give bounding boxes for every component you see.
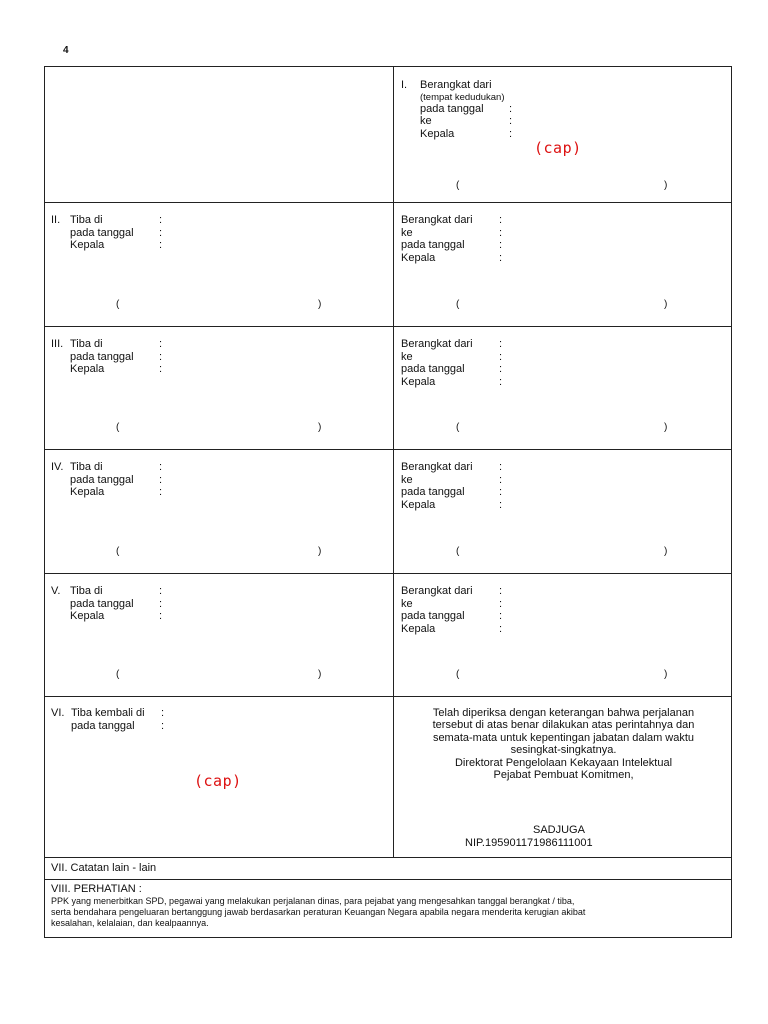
colon: : bbox=[499, 585, 503, 597]
ke-label: ke bbox=[401, 597, 413, 610]
section-numeral: III. bbox=[51, 338, 64, 350]
colon: : bbox=[499, 251, 503, 264]
signature-paren-close: ) bbox=[318, 546, 322, 557]
kepala-label: Kepala bbox=[70, 363, 105, 376]
pada-tanggal-label: pada tanggal bbox=[401, 239, 465, 252]
colon: : bbox=[159, 597, 163, 610]
ke-label: ke bbox=[401, 350, 413, 363]
pada-tanggal-label: pada tanggal bbox=[401, 363, 465, 376]
perhatian-line: serta bendahara pengeluaran bertanggung jawab berdasarkan peraturan Keuangan Negara apabila negara menderita kerugian akibat bbox=[51, 907, 586, 917]
statement-line: Pejabat Pembuat Komitmen, bbox=[493, 769, 634, 782]
colon: : bbox=[499, 461, 503, 473]
colon: : bbox=[499, 363, 503, 376]
colon: : bbox=[159, 239, 163, 252]
signature-paren-open: ( bbox=[116, 669, 120, 680]
kepala-label: Kepala bbox=[420, 127, 455, 140]
statement-line: semata-mata untuk kepentingan jabatan dalam waktu bbox=[432, 731, 695, 744]
divider bbox=[45, 879, 731, 880]
catatan-lain-label: VII. Catatan lain - lain bbox=[51, 862, 157, 874]
tiba-di-label: Tiba di bbox=[70, 214, 103, 226]
section-vi bbox=[51, 707, 164, 732]
colon: : bbox=[159, 214, 163, 226]
signature-paren-open: ( bbox=[116, 422, 120, 433]
signature-paren-close: ) bbox=[664, 299, 668, 310]
perhatian-line: kesalahan, kelalaian, dan kealpaannya. bbox=[51, 918, 209, 928]
kepala-label: Kepala bbox=[401, 498, 436, 511]
pada-tanggal-label: pada tanggal bbox=[70, 226, 134, 239]
berangkat-dari-label: Berangkat dari bbox=[420, 79, 492, 91]
signature-paren-open: ( bbox=[456, 422, 460, 433]
signature-paren-open: ( bbox=[456, 180, 460, 191]
departure-block bbox=[401, 214, 502, 264]
signature-paren-close: ) bbox=[664, 180, 668, 191]
section-i bbox=[401, 79, 512, 140]
berangkat-dari-label: Berangkat dari bbox=[401, 214, 473, 226]
statement-line: sesingkat-singkatnya. bbox=[510, 744, 617, 757]
statement-line: tersebut di atas benar dilakukan atas perintahnya dan bbox=[432, 719, 695, 732]
colon: : bbox=[499, 375, 503, 388]
pada-tanggal-label: pada tanggal bbox=[70, 473, 134, 486]
tiba-di-label: Tiba di bbox=[70, 461, 103, 473]
signer-nip: NIP.195901171986111001 bbox=[465, 837, 593, 849]
kepala-label: Kepala bbox=[401, 622, 436, 635]
cap-stamp-label: (cap) bbox=[194, 772, 242, 790]
colon: : bbox=[499, 226, 503, 239]
ke-label: ke bbox=[401, 473, 413, 486]
signer-name: SADJUGA bbox=[533, 824, 585, 836]
colon: : bbox=[159, 585, 163, 597]
cap-stamp-label: (cap) bbox=[534, 139, 582, 157]
colon: : bbox=[509, 102, 513, 115]
signature-paren-close: ) bbox=[318, 422, 322, 433]
arrival-block bbox=[51, 214, 162, 252]
divider bbox=[45, 857, 731, 858]
statement-line: Telah diperiksa dengan keterangan bahwa perjalanan bbox=[432, 707, 695, 719]
colon: : bbox=[159, 363, 163, 376]
tiba-di-label: Tiba di bbox=[70, 338, 103, 350]
spd-form bbox=[44, 66, 732, 938]
arrival-block bbox=[51, 585, 162, 623]
berangkat-dari-label: Berangkat dari bbox=[401, 585, 473, 597]
page-number: 4 bbox=[63, 45, 69, 56]
perhatian-line: PPK yang menerbitkan SPD, pegawai yang melakukan perjalanan dinas, para pejabat yang mengesahkan tanggal berangkat / tiba, bbox=[51, 896, 575, 906]
colon: : bbox=[499, 610, 503, 623]
signature-paren-open: ( bbox=[456, 299, 460, 310]
colon: : bbox=[159, 350, 163, 363]
divider bbox=[45, 449, 731, 450]
pada-tanggal-label: pada tanggal bbox=[70, 350, 134, 363]
colon: : bbox=[159, 473, 163, 486]
pada-tanggal-label: pada tanggal bbox=[71, 719, 135, 732]
pada-tanggal-label: pada tanggal bbox=[420, 102, 484, 115]
signature-paren-close: ) bbox=[318, 299, 322, 310]
signature-paren-open: ( bbox=[456, 546, 460, 557]
colon: : bbox=[161, 719, 165, 732]
section-numeral: V. bbox=[51, 585, 61, 597]
colon: : bbox=[499, 622, 503, 635]
signature-paren-close: ) bbox=[664, 669, 668, 680]
divider bbox=[45, 326, 731, 327]
ke-label: ke bbox=[401, 226, 413, 239]
colon: : bbox=[159, 486, 163, 499]
departure-block bbox=[401, 461, 502, 511]
departure-block bbox=[401, 338, 502, 388]
colon: : bbox=[159, 338, 163, 350]
kepala-label: Kepala bbox=[401, 251, 436, 264]
departure-block bbox=[401, 585, 502, 635]
pada-tanggal-label: pada tanggal bbox=[401, 486, 465, 499]
section-numeral: IV. bbox=[51, 461, 64, 473]
signature-paren-close: ) bbox=[664, 546, 668, 557]
berangkat-dari-label: Berangkat dari bbox=[401, 338, 473, 350]
colon: : bbox=[499, 214, 503, 226]
perhatian-text bbox=[51, 896, 727, 929]
arrival-block bbox=[51, 338, 162, 376]
kepala-label: Kepala bbox=[70, 239, 105, 252]
berangkat-dari-label: Berangkat dari bbox=[401, 461, 473, 473]
pada-tanggal-label: pada tanggal bbox=[70, 597, 134, 610]
colon: : bbox=[499, 597, 503, 610]
signature-paren-close: ) bbox=[664, 422, 668, 433]
signature-paren-close: ) bbox=[318, 669, 322, 680]
perhatian-label: VIII. PERHATIAN : bbox=[51, 883, 142, 895]
colon: : bbox=[509, 127, 513, 140]
section-numeral: II. bbox=[51, 214, 61, 226]
colon: : bbox=[499, 486, 503, 499]
tempat-kedudukan-label: (tempat kedudukan) bbox=[420, 91, 505, 103]
colon: : bbox=[499, 350, 503, 363]
colon: : bbox=[499, 498, 503, 511]
colon: : bbox=[499, 338, 503, 350]
verification-statement bbox=[394, 707, 733, 781]
ke-label: ke bbox=[420, 115, 432, 128]
divider bbox=[45, 696, 731, 697]
colon: : bbox=[159, 610, 163, 623]
colon: : bbox=[159, 461, 163, 473]
arrival-block bbox=[51, 461, 162, 499]
section-numeral: VI. bbox=[51, 707, 65, 719]
colon: : bbox=[499, 473, 503, 486]
colon: : bbox=[509, 115, 513, 128]
colon: : bbox=[499, 239, 503, 252]
signature-paren-open: ( bbox=[116, 299, 120, 310]
divider bbox=[45, 573, 731, 574]
kepala-label: Kepala bbox=[70, 610, 105, 623]
kepala-label: Kepala bbox=[401, 375, 436, 388]
pada-tanggal-label: pada tanggal bbox=[401, 610, 465, 623]
signature-paren-open: ( bbox=[116, 546, 120, 557]
tiba-kembali-di-label: Tiba kembali di bbox=[71, 707, 145, 719]
signature-paren-open: ( bbox=[456, 669, 460, 680]
statement-line: Direktorat Pengelolaan Kekayaan Intelektual bbox=[454, 756, 673, 769]
tiba-di-label: Tiba di bbox=[70, 585, 103, 597]
kepala-label: Kepala bbox=[70, 486, 105, 499]
divider bbox=[45, 202, 731, 203]
colon: : bbox=[161, 707, 165, 719]
colon: : bbox=[159, 226, 163, 239]
section-numeral: I. bbox=[401, 79, 408, 91]
